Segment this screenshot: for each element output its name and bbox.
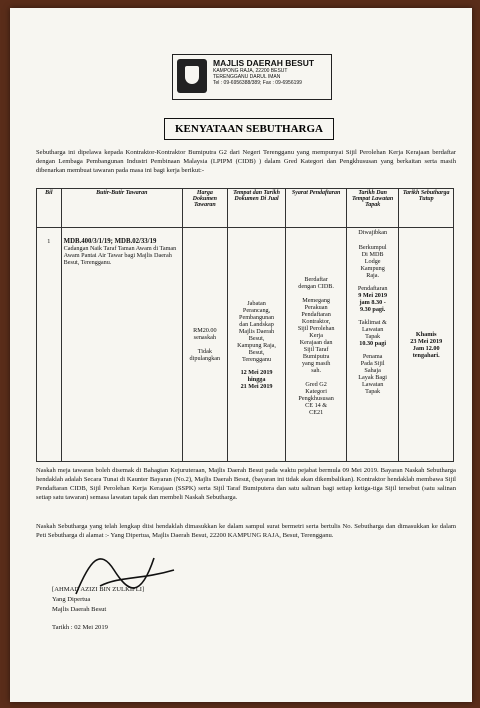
- place-line: dan Landskap: [239, 320, 274, 328]
- visit-line: Sahaja: [364, 367, 381, 374]
- document-page: [10, 8, 472, 702]
- place-line: Perancang,: [242, 306, 271, 314]
- syarat-line: Pendaftaran: [301, 311, 331, 318]
- col-header: Tarikh Sebutharga Tutup: [399, 189, 454, 228]
- close-line: Khamis: [415, 330, 437, 338]
- place-line: Jabatan: [247, 299, 266, 307]
- syarat-line: CE21: [309, 409, 324, 416]
- place-line: Besut,: [248, 334, 265, 342]
- syarat-line: dengan CIDB.: [298, 283, 334, 290]
- visit-line: Taklimat &: [358, 319, 387, 326]
- address-line: KAMPONG RAJA, 22200 BESUT: [213, 68, 288, 74]
- syarat-line: CE 14 &: [305, 402, 328, 409]
- visit-line: Lawatan: [361, 381, 384, 388]
- visit-line: Tapak: [365, 388, 381, 395]
- visit-line: Diwajibkan: [358, 229, 388, 236]
- visit-line: Layak Bagi: [358, 374, 387, 381]
- price-line: RM20.00: [193, 327, 217, 334]
- council-crest-logo: [177, 59, 207, 93]
- cell-item: [61, 228, 182, 462]
- price-line: [185, 341, 225, 348]
- syarat-line: Gred G2: [305, 381, 327, 388]
- signatory-org: Majlis Daerah Besut: [52, 606, 107, 613]
- visit-line: Berkumpul: [358, 244, 387, 251]
- note-paragraph-1: Naskah meja tawaran boleh disemak di Bahagian Kejuruteraan, Majlis Daerah Besut pada waktu pejabat bermula 09 Mei 2019. Bayaran Naskah Sebutharga hendaklah adalah Secara Tunai di Kaunter Bayaran (No.2), Majlis Daerah Besut, (bayaran ini tidak akan dikembalikan). Kontraktor hendaklah membawa Sijil Pendaftaran CIDB, Sijil Perolehan Kerja Kerajaan (SSPK) serta Sijil Taraf Bumiputera dan satu salinan bagi setiap ketiga-tiga Sijil tersebut (satu salinan setiap satu tawaran) semasa lawatan tapak dan membeli Naskah Sebutharga.: [36, 467, 456, 501]
- close-line: 23 Mei 2019: [410, 337, 443, 345]
- syarat-line: Sijil Taraf: [303, 346, 329, 353]
- table-row: [37, 228, 454, 462]
- visit-line: Di MDB: [361, 251, 384, 258]
- place-line: Terengganu: [241, 355, 272, 363]
- visit-line: Tapak: [365, 333, 381, 340]
- syarat-line: Kategori: [305, 388, 327, 395]
- sale-date: 21 Mei 2019: [240, 382, 273, 390]
- quotation-table: [36, 188, 454, 462]
- visit-line: Lodge: [364, 258, 381, 265]
- cell-syarat: [286, 228, 347, 462]
- address-line: Tel : 09-6956388/389; Fax : 09-6956199: [213, 80, 302, 86]
- syarat-line: Memegang: [302, 297, 331, 304]
- item-ref: MDB.400/3/1/19; MDB.02/33/19: [63, 238, 157, 245]
- intro-paragraph: Sebutharga ini dipelawa kepada Kontraktor-Kontraktor Bumiputra G2 dari Negeri Terengganu yang mempunyai Sijil Perolehan Kerja Kerajaan berdaftar dengan Lembaga Pembangunan Industri Pembinaan Malaysia (LPIPM (CIDB) ) dalam Gred Kategori dan Pengkhususan yang berkaitan serta masih dibenarkan membuat tawaran pada masa ini bagi kerja berikut:-: [36, 149, 456, 174]
- syarat-line: yang masih: [301, 360, 331, 367]
- visit-line: Kampung: [360, 265, 385, 272]
- syarat-line: Kerajaan dan: [299, 339, 333, 346]
- visit-line: Penama: [362, 353, 383, 360]
- note-paragraph-2: Naskah Sebutharga yang telah lengkap diisi hendaklah dimasukkan ke dalam sampul surat bermetri serta bertulis No. Sebutharga dan dimasukkan ke dalam Peti Sebutharga di alamat :- Yang Dipertua, Majlis Daerah Besut, 22200 KAMPUNG RAJA, Besut, Terengganu.: [36, 523, 456, 539]
- price-line: senaskah: [193, 334, 217, 341]
- col-header: Harga Dokumen Tawaran: [182, 189, 227, 228]
- syarat-line: Kontraktor,: [301, 318, 331, 325]
- syarat-line: Perakuan: [304, 304, 328, 311]
- letterhead: [172, 54, 332, 100]
- letterhead-text: [213, 58, 314, 86]
- document-date: Tarikh : 02 Mei 2019: [52, 624, 108, 631]
- syarat-line: [288, 290, 344, 297]
- visit-line: Pada Sijil: [360, 360, 385, 367]
- visit-line: 9 Mei 2019: [358, 292, 388, 299]
- visit-line: 10.30 pagi: [359, 340, 387, 347]
- sale-date: 12 Mei 2019: [240, 368, 273, 376]
- close-line: tengahari.: [412, 351, 440, 359]
- close-line: Jam 12.00: [412, 344, 440, 352]
- col-header: Bil: [37, 189, 62, 228]
- place-line: Besut,: [248, 348, 265, 356]
- syarat-line: sah.: [311, 367, 322, 374]
- cell-visit: [346, 228, 399, 462]
- signature-scribble: [70, 540, 180, 604]
- col-header: Butir-Butir Tawaran: [61, 189, 182, 228]
- visit-line: Lawatan: [361, 326, 384, 333]
- visit-line: Pendaftaran: [357, 285, 388, 292]
- place-line: Majlis Daerah: [238, 327, 275, 335]
- address-line: TERENGGANU DARUL IMAN: [213, 74, 281, 80]
- price-line: Tidak: [197, 348, 212, 355]
- syarat-line: Kerja: [309, 332, 323, 339]
- org-name: MAJLIS DAERAH BESUT: [213, 58, 315, 68]
- col-header: Tempat dan Tarikh Dokumen Di Jual: [227, 189, 286, 228]
- syarat-line: Bumiputra: [302, 353, 330, 360]
- visit-line: Raja.: [366, 272, 380, 279]
- cell-bil: 1: [37, 228, 62, 462]
- signatory-name: [AHMAD AZIZI BIN ZULKIFLI]: [52, 586, 145, 593]
- place-line: Pembangunan: [239, 313, 275, 321]
- syarat-line: Pengkhususan: [298, 395, 334, 402]
- syarat-line: Berdaftar: [304, 276, 328, 283]
- signatory-role: Yang Dipertua: [52, 596, 91, 603]
- page-title: KENYATAAN SEBUTHARGA: [164, 118, 334, 140]
- sale-date: hingga: [247, 375, 266, 383]
- visit-line: 9.30 pagi.: [360, 306, 386, 313]
- syarat-line: [288, 374, 344, 381]
- cell-close: [399, 228, 454, 462]
- col-header: Tarikh Dan Tempat Lawatan Tapak: [346, 189, 399, 228]
- place-line: Kampung Raja,: [237, 341, 276, 349]
- visit-line: jam 8.30 -: [359, 299, 386, 306]
- cell-place: [227, 228, 286, 462]
- cell-price: [182, 228, 227, 462]
- syarat-line: Sijil Perolehan: [297, 325, 335, 332]
- col-header: Syarat Pendaftaran: [286, 189, 347, 228]
- table-header-row: [37, 189, 454, 228]
- item-desc: Cadangan Naik Taraf Taman Awam di Taman Awam Pantai Air Tawar bagi Majlis Daerah Besut, Terengganu.: [63, 245, 177, 266]
- price-line: dipulangkan: [189, 355, 221, 362]
